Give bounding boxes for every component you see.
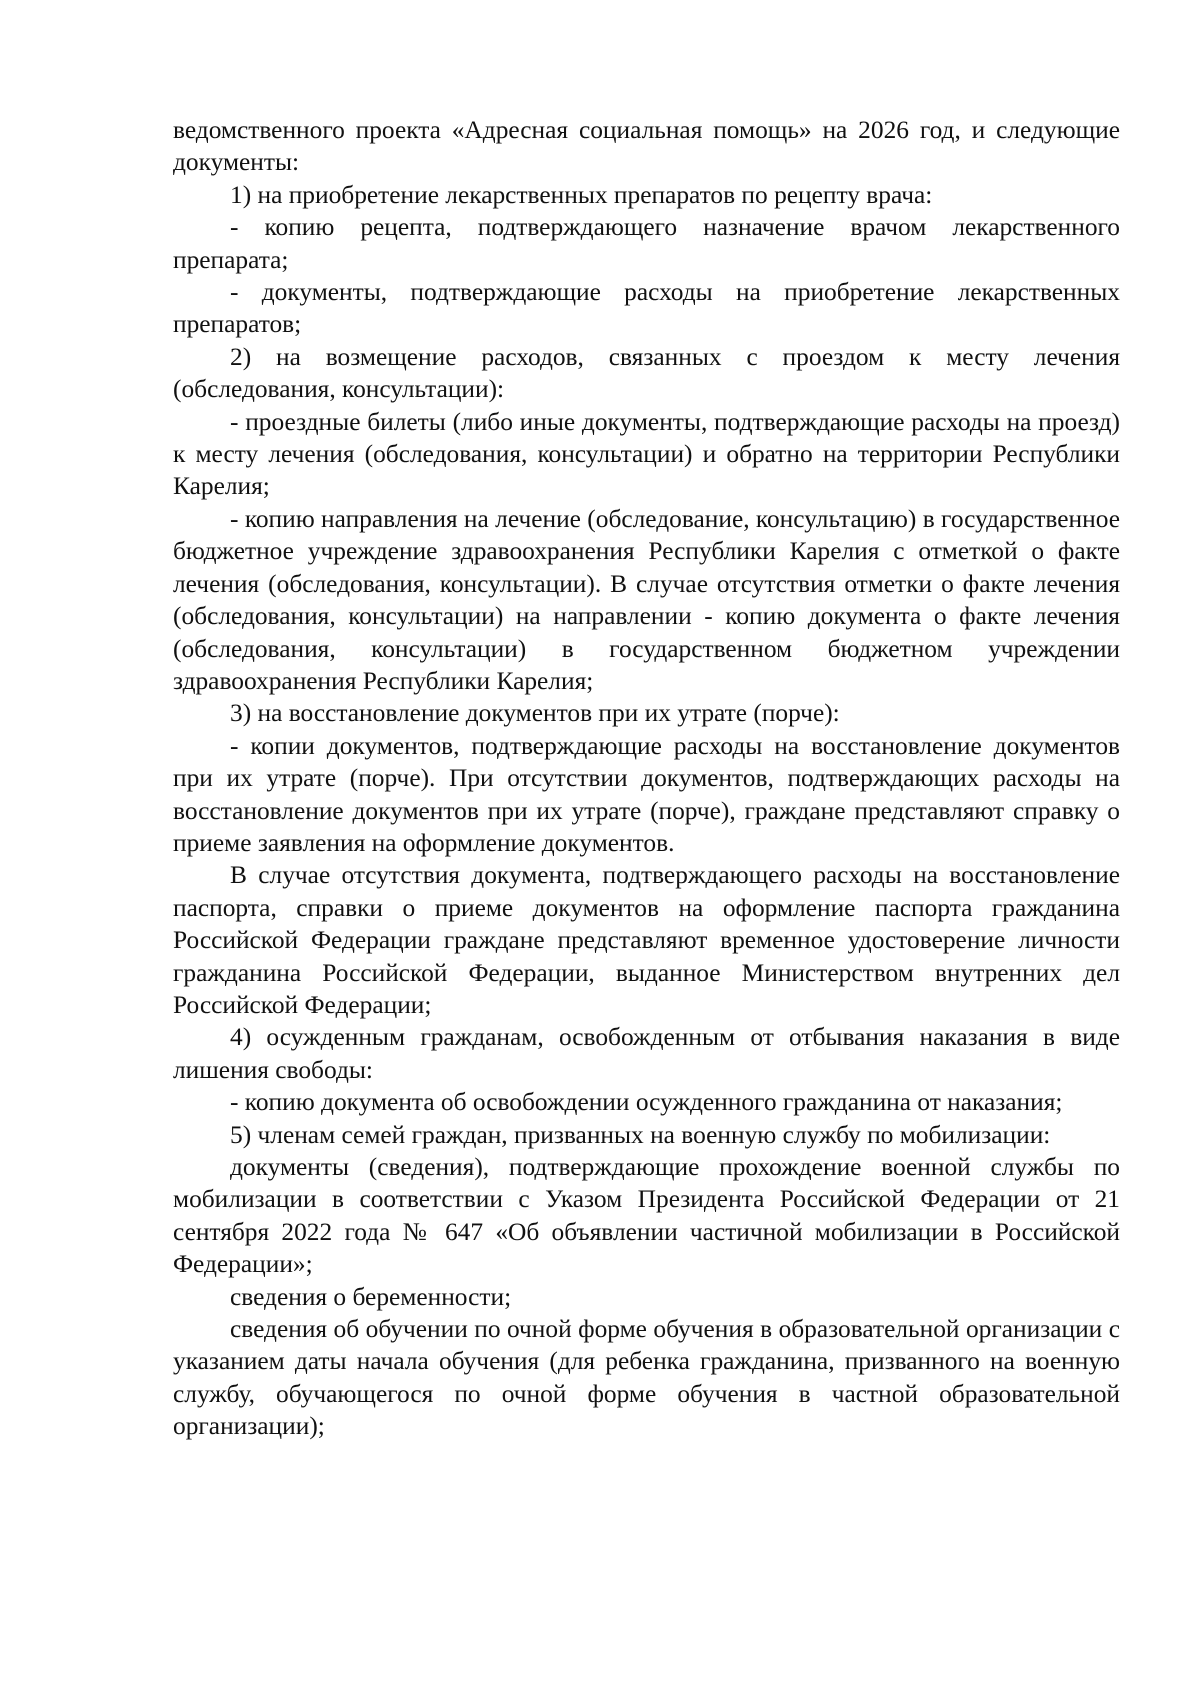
paragraph-pregnancy: сведения о беременности;: [230, 1282, 512, 1311]
paragraph-referral-copy: - копию направления на лечение (обследование, консультацию) в государственное бюджетное учреждение здравоохранения Республики Карелия с отметкой о факте лечения (обследования, консультации). В случае отсутствия отметки о факте лечения (обследования, консультации) на направлении - копию документа о факте лечения (обследования, консультации) в государственном бюджетном учреждении здравоохранения Республики Карелия;: [173, 504, 1120, 695]
paragraph-item-4: 4) осужденным гражданам, освобожденным от отбывания наказания в виде лишения свободы:: [173, 1023, 1120, 1084]
paragraph-restoration-copies: - копии документов, подтверждающие расходы на восстановление документов при их утрате (порче). При отсутствии документов, подтверждающих расходы на восстановление документов при их утрате (порче), граждане представляют справку о приеме заявления на оформление документов.: [173, 731, 1120, 857]
document-body: [173, 114, 1120, 1443]
paragraph-item-1: 1) на приобретение лекарственных препаратов по рецепту врача:: [230, 180, 933, 209]
paragraph-education: сведения об обучении по очной форме обучения в образовательной организации с указанием даты начала обучения (для ребенка гражданина, призванного на военную службу, обучающегося по очной форме обучения в частной образовательной организации);: [173, 1315, 1120, 1441]
paragraph-continuation: ведомственного проекта «Адресная социальная помощь» на 2026 год, и следующие документы:: [173, 116, 1120, 177]
paragraph-passport-case: В случае отсутствия документа, подтверждающего расходы на восстановление паспорта, справки о приеме документов на оформление паспорта гражданина Российской Федерации граждане представляют временное удостоверение личности гражданина Российской Федерации, выданное Министерством внутренних дел Российской Федерации;: [173, 861, 1120, 1019]
paragraph-item-5: 5) членам семей граждан, призванных на военную службу по мобилизации:: [230, 1120, 1051, 1149]
paragraph-travel-tickets: - проездные билеты (либо иные документы, подтверждающие расходы на проезд) к месту лечения (обследования, консультации) и обратно на территории Республики Карелия;: [173, 407, 1120, 501]
paragraph-release-copy: - копию документа об освобождении осужденного гражданина от наказания;: [230, 1088, 1063, 1117]
paragraph-item-2: 2) на возмещение расходов, связанных с проездом к месту лечения (обследования, консультации):: [173, 342, 1120, 404]
paragraph-item-3: 3) на восстановление документов при их утрате (порче):: [230, 699, 840, 728]
paragraph-medicine-expenses: - документы, подтверждающие расходы на приобретение лекарственных препаратов;: [173, 278, 1120, 339]
paragraph-prescription-copy: - копию рецепта, подтверждающего назначение врачом лекарственного препарата;: [173, 213, 1120, 274]
paragraph-mobilization-documents: документы (сведения), подтверждающие прохождение военной службы по мобилизации в соответствии с Указом Президента Российской Федерации от 21 сентября 2022 года № 647 «Об объявлении частичной мобилизации в Российской Федерации»;: [173, 1153, 1120, 1279]
